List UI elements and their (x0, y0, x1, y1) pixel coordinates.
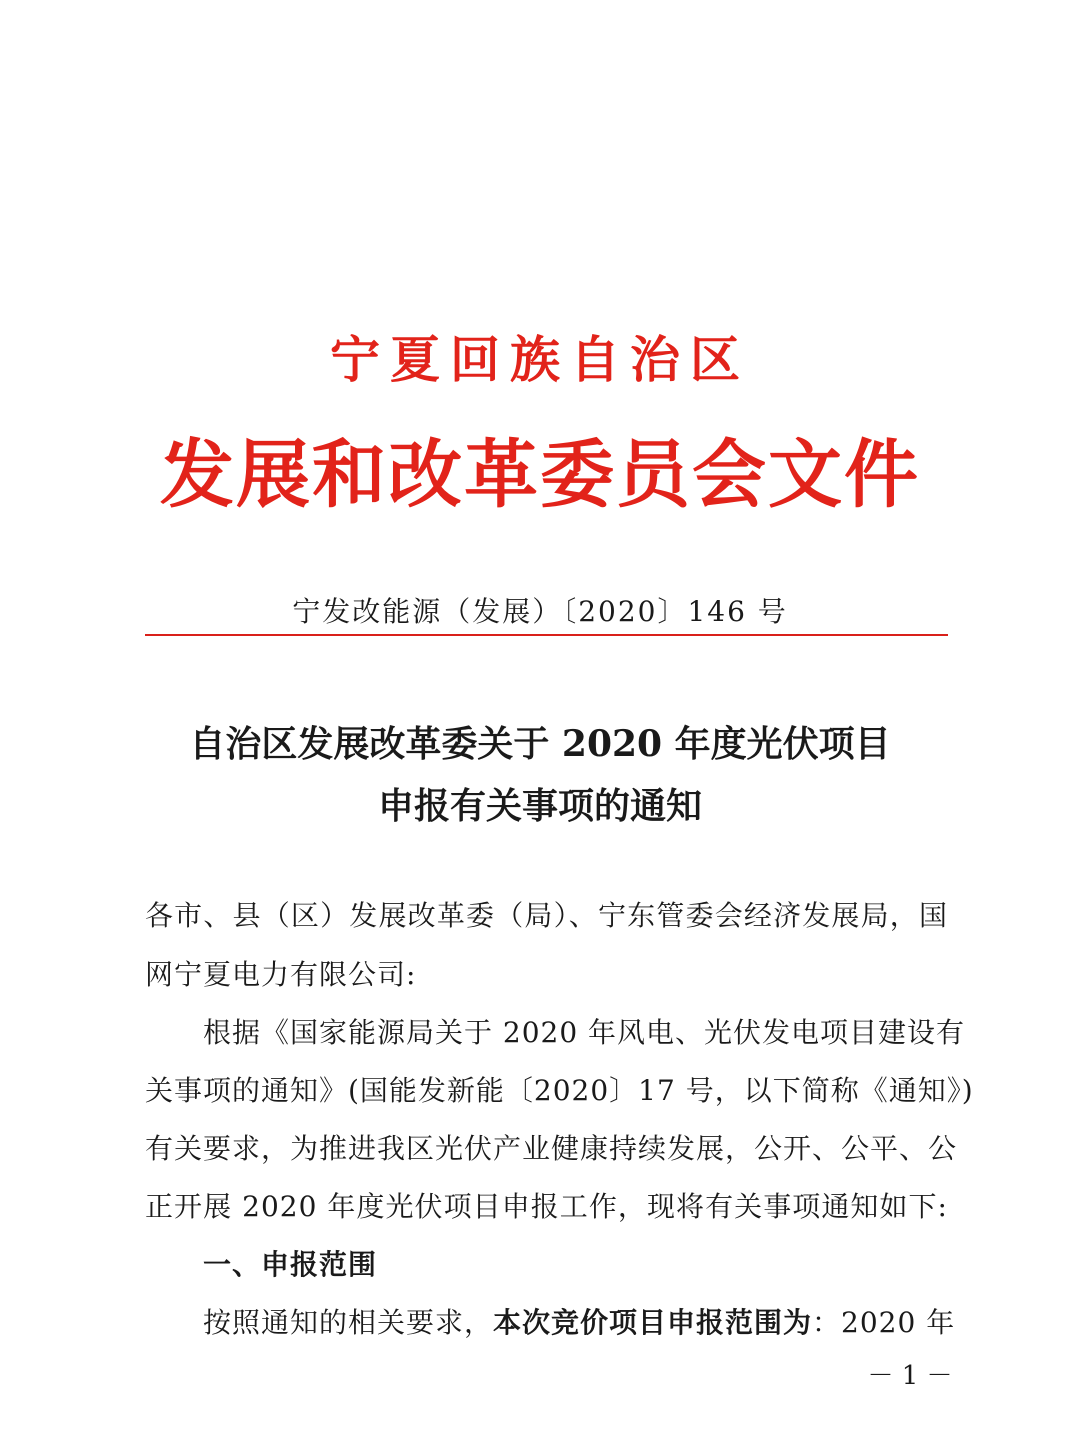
paragraph1-line4: 正开展 2020 年度光伏项目申报工作，现将有关事项通知如下: (145, 1190, 948, 1223)
red-divider-rule (145, 634, 948, 636)
paragraph2-line1 (145, 1303, 956, 1343)
notice-title-line2: 申报有关事项的通知 (377, 785, 702, 827)
addressee-line1: 各市、县（区）发展改革委（局）、宁东管委会经济发展局，国 (145, 899, 948, 932)
paragraph1-line2: 关事项的通知》(国能发新能〔2020〕17 号，以下简称《通知》) (145, 1074, 974, 1107)
issuing-agency: 发展和改革委员会文件 (160, 432, 920, 518)
addressee-line2: 网宁夏电力有限公司: (145, 958, 417, 991)
issuing-region: 宁夏回族自治区 (330, 330, 750, 389)
document-number: 宁发改能源（发展）〔2020〕146 号 (292, 595, 788, 628)
paragraph1-line1: 根据《国家能源局关于 2020 年风电、光伏发电项目建设有 (203, 1016, 966, 1049)
page-number: － 1 － (867, 1361, 953, 1391)
paragraph1-line3: 有关要求，为推进我区光伏产业健康持续发展，公开、公平、公 (145, 1132, 958, 1165)
paragraph2-tail: ：2020 年 (812, 1306, 956, 1339)
notice-title-line1: 自治区发展改革委关于 2020 年度光伏项目 (189, 723, 891, 765)
paragraph2-text: 按照通知的相关要求， (203, 1306, 494, 1339)
section1-heading: 一、申报范围 (203, 1248, 378, 1281)
paragraph2-emphasis: 本次竞价项目申报范围为 (493, 1306, 813, 1339)
